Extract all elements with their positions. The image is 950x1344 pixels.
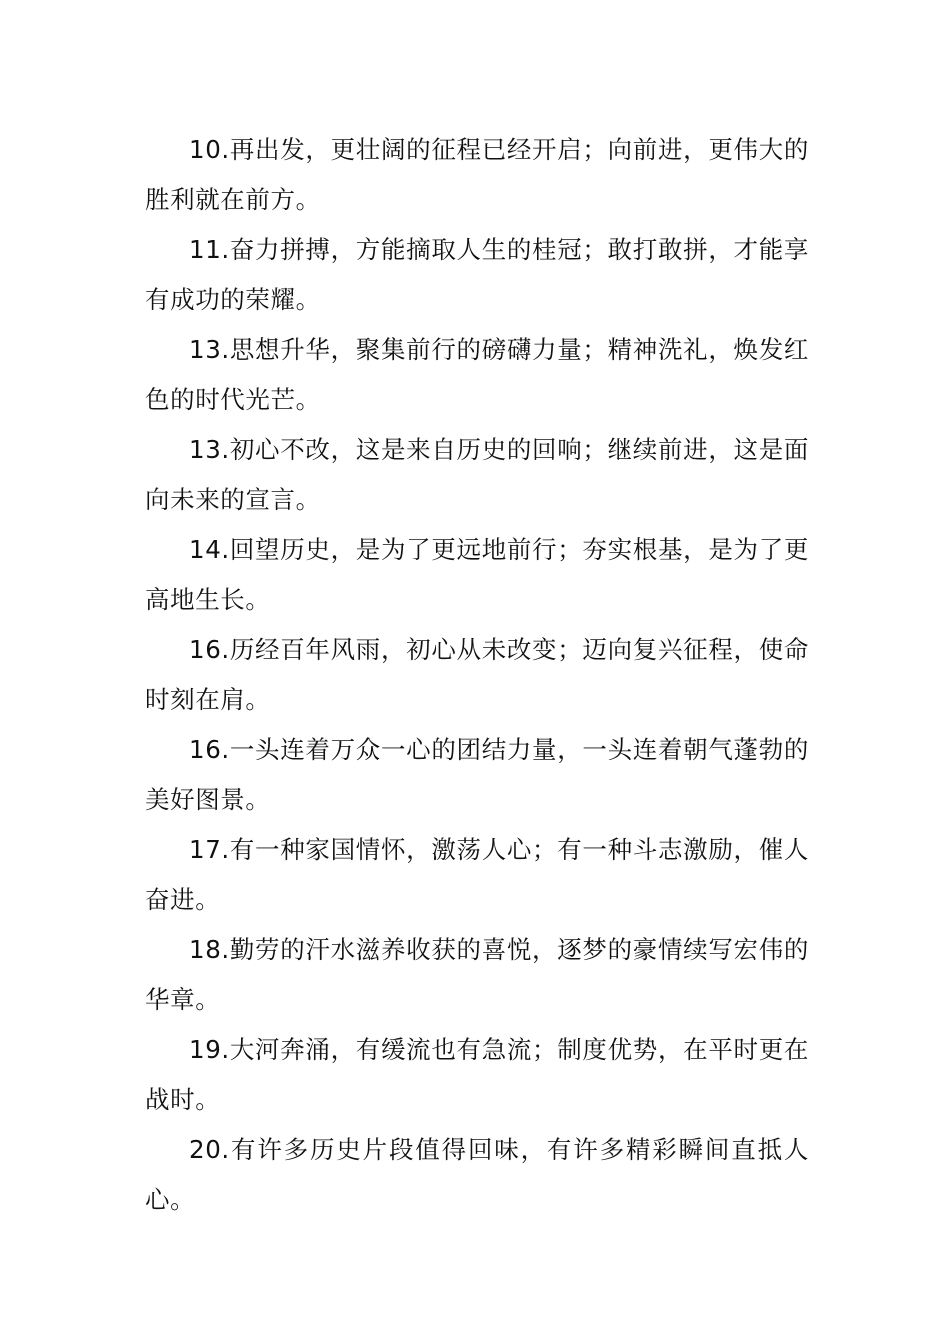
paragraph-13b: 13.初心不改，这是来自历史的回响；继续前进，这是面向未来的宣言。 [145,435,809,514]
paragraph-18: 18.勤劳的汗水滋养收获的喜悦，逐梦的豪情续写宏伟的华章。 [145,935,809,1014]
paragraph-13a: 13.思想升华，聚集前行的磅礴力量；精神洗礼，焕发红色的时代光芒。 [145,335,809,414]
paragraph-11: 11.奋力拼搏，方能摘取人生的桂冠；敢打敢拼，才能享有成功的荣耀。 [145,235,809,314]
paragraph-14: 14.回望历史，是为了更远地前行；夯实根基，是为了更高地生长。 [145,535,809,614]
document-page [145,125,809,1225]
paragraph-17: 17.有一种家国情怀，激荡人心；有一种斗志激励，催人奋进。 [145,835,809,914]
paragraph-16b: 16.一头连着万众一心的团结力量，一头连着朝气蓬勃的美好图景。 [145,735,809,814]
paragraph-19: 19.大河奔涌，有缓流也有急流；制度优势，在平时更在战时。 [145,1035,809,1114]
paragraph-16a: 16.历经百年风雨，初心从未改变；迈向复兴征程，使命时刻在肩。 [145,635,809,714]
paragraph-10: 10.再出发，更壮阔的征程已经开启；向前进，更伟大的胜利就在前方。 [145,135,809,214]
paragraph-20: 20.有许多历史片段值得回味，有许多精彩瞬间直抵人心。 [145,1135,809,1214]
